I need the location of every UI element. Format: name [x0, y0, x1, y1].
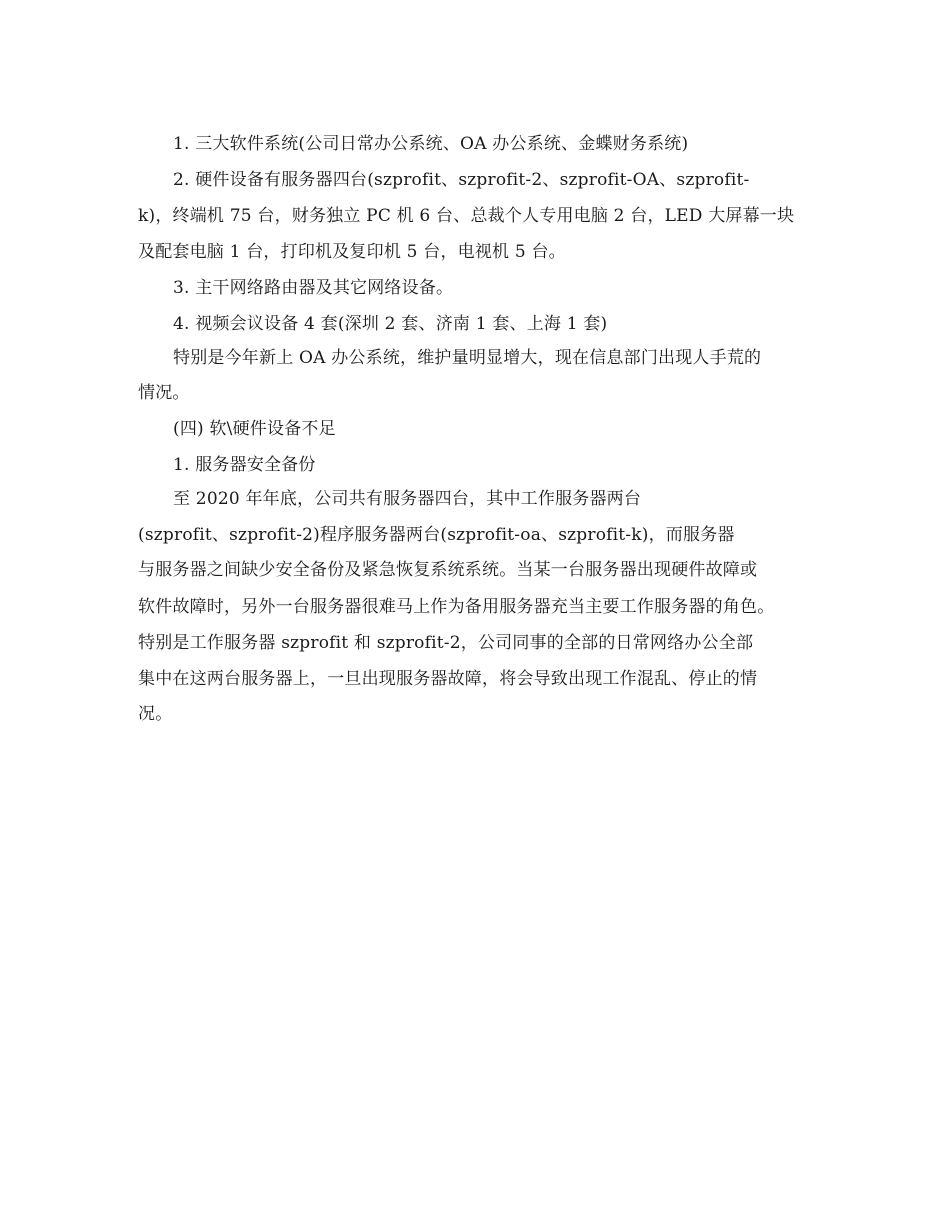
paragraph-line: 特别是工作服务器 szprofit 和 szprofit-2，公司同事的全部的日常网络办公全部: [138, 633, 754, 653]
paragraph-line: 特别是今年新上 OA 办公系统，维护量明显增大，现在信息部门出现人手荒的: [173, 348, 762, 368]
list-item-software-systems: 1. 三大软件系统(公司日常办公系统、OA 办公系统、金蝶财务系统): [173, 134, 689, 154]
paragraph-line: 软件故障时，另外一台服务器很难马上作为备用服务器充当主要工作服务器的角色。: [138, 597, 775, 617]
list-item-hardware-devices: 2. 硬件设备有服务器四台(szprofit、szprofit-2、szprofit-OA、szprofit-: [173, 170, 750, 190]
paragraph-line: 况。: [138, 704, 173, 724]
paragraph-line: 集中在这两台服务器上，一旦出现服务器故障，将会导致出现工作混乱、停止的情: [138, 669, 758, 689]
section-heading: (四) 软\硬件设备不足: [173, 419, 336, 439]
list-item-video-conference: 4. 视频会议设备 4 套(深圳 2 套、济南 1 套、上海 1 套): [173, 314, 608, 334]
list-item-network-devices: 3. 主干网络路由器及其它网络设备。: [173, 278, 454, 298]
paragraph-line: k)，终端机 75 台，财务独立 PC 机 6 台、总裁个人专用电脑 2 台，LED 大屏幕一块: [138, 206, 795, 226]
paragraph-line: 至 2020 年年底，公司共有服务器四台，其中工作服务器两台: [173, 489, 642, 509]
paragraph-line: (szprofit、szprofit-2)程序服务器两台(szprofit-oa、szprofit-k)，而服务器: [138, 525, 735, 545]
paragraph-line: 及配套电脑 1 台，打印机及复印机 5 台，电视机 5 台。: [138, 242, 566, 262]
paragraph-line: 与服务器之间缺少安全备份及紧急恢复系统系统。当某一台服务器出现硬件故障或: [138, 560, 758, 580]
paragraph-line: 情况。: [138, 383, 190, 403]
subsection-heading: 1. 服务器安全备份: [173, 455, 316, 475]
